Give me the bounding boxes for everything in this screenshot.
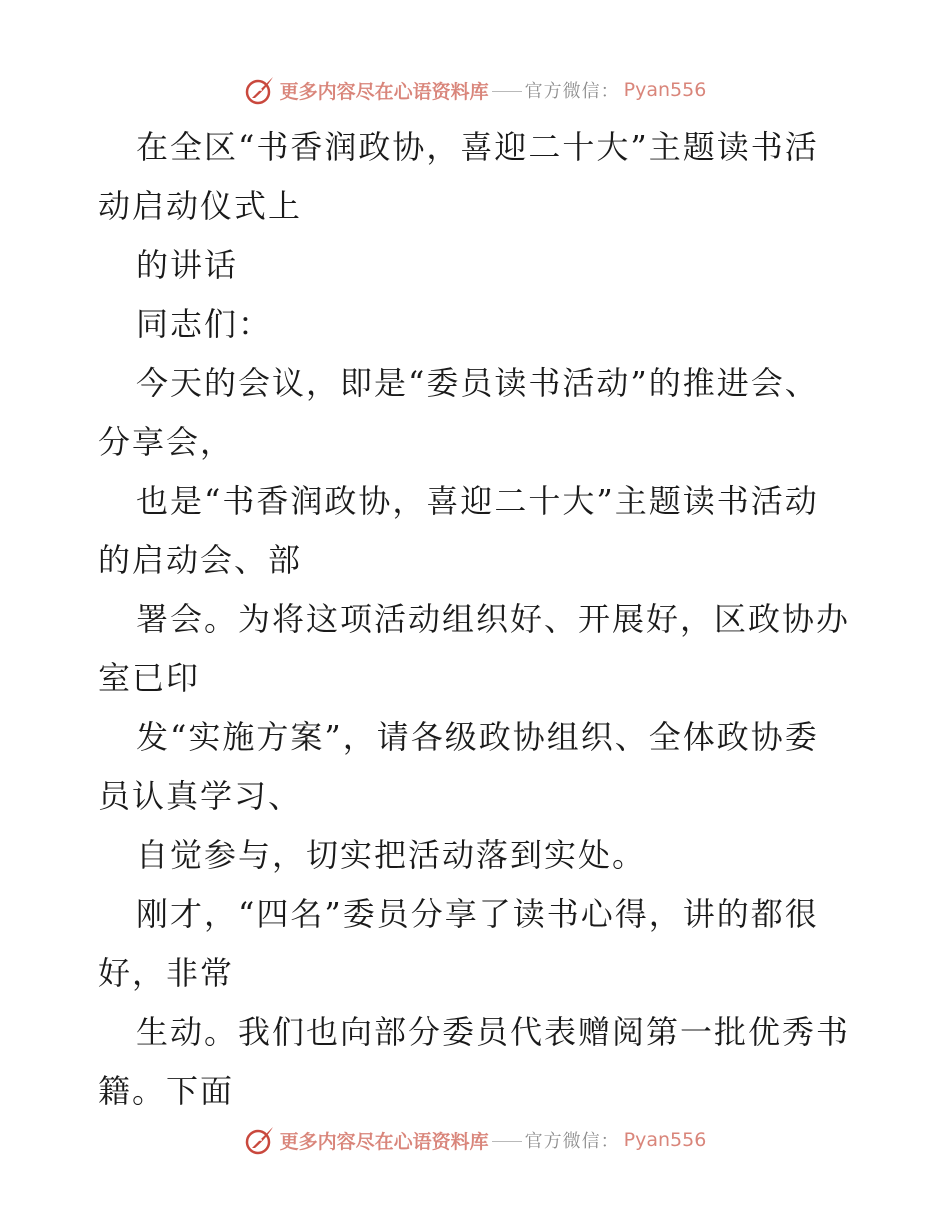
text-line: 籍。下面 [98,1072,235,1110]
document-body [98,118,858,1121]
text-line: 动启动仪式上 [98,187,303,225]
text-line: 生动。我们也向部分委员代表赠阅第一批优秀书 [136,1013,851,1051]
header-dash-divider [492,91,522,92]
quill-logo-icon [244,1124,276,1156]
text-line: 在全区“书香润政协，喜迎二十大”主题读书活 [136,128,819,166]
header-wechat-id: Pyan556 [623,79,707,101]
footer-wechat-id: Pyan556 [623,1129,707,1151]
text-line: 员认真学习、 [98,777,303,815]
text-line: 刚才，“四名”委员分享了读书心得，讲的都很 [136,895,819,933]
text-line: 同志们： [136,305,273,343]
text-line: 好，非常 [98,954,235,992]
header-banner [0,70,950,110]
footer-banner [0,1120,950,1160]
footer-brand-text: 更多内容尽在心语资料库 [279,1130,489,1153]
text-line: 今天的会议，即是“委员读书活动”的推进会、 [136,364,819,402]
text-line: 室已印 [98,659,201,697]
quill-logo-icon [244,74,276,106]
text-line: 署会。为将这项活动组织好、开展好，区政协办 [136,600,851,638]
header-wechat-label: 官方微信： [524,81,620,102]
text-line: 的启动会、部 [98,541,303,579]
text-line: 也是“书香润政协，喜迎二十大”主题读书活动 [136,482,819,520]
text-line: 的讲话 [136,246,239,284]
footer-dash-divider [492,1141,522,1142]
text-line: 分享会， [98,423,235,461]
header-brand-text: 更多内容尽在心语资料库 [279,80,489,103]
text-line: 发“实施方案”，请各级政协组织、全体政协委 [136,718,819,756]
text-line: 自觉参与，切实把活动落到实处。 [136,836,647,874]
footer-wechat-label: 官方微信： [524,1131,620,1152]
